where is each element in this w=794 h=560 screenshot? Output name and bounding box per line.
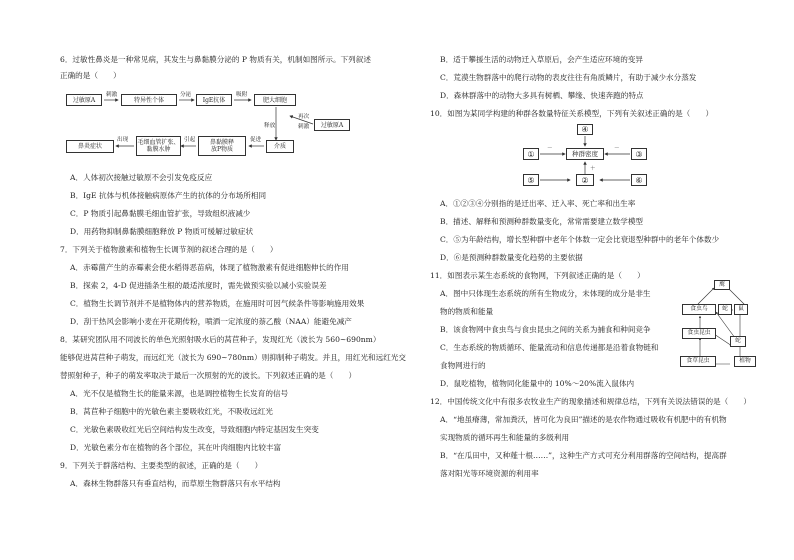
q10-option-b: B．描述、解释和预测种群数量变化，常常需要建立数学模型 xyxy=(440,217,644,226)
q8-option-b: B．莴苣种子细胞中的光敏色素主要吸收红光，不吸收远红光 xyxy=(70,407,274,416)
label-again: 再次 xyxy=(298,114,310,120)
q10-stem: 10．如图为某同学构建的种群各数量特征关系模型，下列有关叙述正确的是（ ） xyxy=(430,109,714,118)
capillary-line2: 黏膜水肿 xyxy=(146,146,171,153)
q8-stem-line2: 能够促进莴苣种子萌发，而远红光（波长为 690~780nm）则抑制种子萌发。并且，用红光和远红光交 xyxy=(60,353,407,362)
q6-option-b: B．IgE 抗体与机体接触病原体产生的抗体的分布场所相同 xyxy=(70,191,267,200)
q8-stem-line1: 8．某研究团队用不同波长的单色光照射吸水后的莴苣种子，发现红光（波长为 560~690nm） xyxy=(60,335,381,344)
node-1: ① xyxy=(523,148,539,160)
box-mucosa-release-p xyxy=(198,136,246,156)
node-eagle: 鹰 xyxy=(714,280,730,290)
q10-option-c: C．⑤为年龄结构，增长型种群中老年个体数一定会比衰退型种群中的老年个体数少 xyxy=(440,235,720,244)
q8-option-a: A．光不仅是植物生长的能量来源，也是调控植物生长发育的信号 xyxy=(70,389,289,398)
box-mediator: 介质 xyxy=(266,140,294,153)
q7-stem: 7．下列关于植物激素和植物生长调节剂的叙述合理的是（ ） xyxy=(60,245,278,254)
q11-option-a-line1: A．图中只体现生态系统的所有生物成分，未体现的成分是非生 xyxy=(440,289,651,298)
node-6: ⑥ xyxy=(631,174,647,186)
node-2: ② xyxy=(576,174,594,186)
q9-option-b: B．适于攀援生活的动物迁入草原后，会产生适应环境的变异 xyxy=(440,55,644,64)
node-4: ④ xyxy=(577,124,593,135)
q10-option-d: D．⑥是预测种群数量变化趋势的主要依据 xyxy=(440,253,583,262)
box-rhinitis-symptoms: 鼻炎症状 xyxy=(66,140,114,153)
box-mast-cell: 肥大细胞 xyxy=(254,94,296,106)
q8-stem-line3: 替照射种子，种子的萌发率取决于最后一次照射的光的波长。下列叙述正确的是（ ） xyxy=(60,371,357,380)
q9-option-a: A．森林生物群落只有垂直结构，而草原生物群落只有水平结构 xyxy=(70,479,281,488)
q8-option-c: C．光敏色素吸收红光后空间结构发生改变，导致细胞内特定基因发生突变 xyxy=(70,425,319,434)
label-appear: 出现 xyxy=(117,137,129,143)
box-specific-individual: 特异性个体 xyxy=(121,94,177,106)
box-capillary-dilation xyxy=(136,136,181,156)
q7-option-d: D．刮干热风会影响小麦在开花期传粉，喷洒一定浓度的萘乙酸（NAA）能避免减产 xyxy=(70,317,352,326)
q9-option-c: C．荒漠生物群落中的爬行动物的表皮往往有角质鳞片，有助于减少水分蒸发 xyxy=(440,73,697,82)
label-promote: 促进 xyxy=(250,137,262,143)
q6-option-a: A．人体初次接触过敏原不会引发免疫反应 xyxy=(70,173,213,182)
capillary-line1: 毛细血管扩张、 xyxy=(137,139,180,146)
q11-food-web xyxy=(678,280,766,370)
q12-option-a-line1: A．“地虽瘠薄，常加粪沃，皆可化为良田”描述的是农作物通过吸收有机肥中的有机物 xyxy=(440,415,727,424)
node-plant: 植物 xyxy=(734,356,756,367)
minus-sign-left: － xyxy=(547,146,553,152)
mucosa-line2: 放P物质 xyxy=(210,146,234,153)
q12-stem: 12．中国传统文化中有很多农牧业生产的现象描述和规律总结，下列有关说法错误的是（ ） xyxy=(430,397,752,406)
label-cause: 引起 xyxy=(184,137,196,143)
node-5: ⑤ xyxy=(523,174,539,186)
q11-option-c-line1: C．生态系统的物质循环、能量流动和信息传递都是沿着食物链和 xyxy=(440,343,659,352)
plus-sign: ＋ xyxy=(590,166,596,172)
q12-option-b-line2: 落对阳光等环境资源的利用率 xyxy=(440,469,539,478)
q10-option-a: A．①②③④分别指的是迁出率、迁入率、死亡率和出生率 xyxy=(440,199,636,208)
q11-option-a-line2: 物的物质和能量 xyxy=(440,307,494,316)
box-ige-antibody: IgE抗体 xyxy=(196,94,232,106)
label-stimulate-2: 刺激 xyxy=(298,124,310,130)
q6-option-d: D．用药物抑制鼻黏膜细胞释放 P 物质可缓解过敏症状 xyxy=(70,227,254,236)
label-secrete: 分泌 xyxy=(180,92,192,98)
q6-stem-line1: 6．过敏性鼻炎是一种常见病，其发生与鼻黏膜分泌的 P 物质有关，机制如图所示。下列叙述 xyxy=(60,55,371,64)
node-insect-bird: 食虫鸟 xyxy=(682,304,716,315)
q9-option-d: D．森林群落中的动物大多具有树栖、攀缘、快速奔跑的特点 xyxy=(440,91,644,100)
q12-option-a-line2: 实现物质的循环再生和能量的多级利用 xyxy=(440,433,570,442)
node-3: ③ xyxy=(631,148,647,160)
label-adsorb: 吸附 xyxy=(236,92,248,98)
q7-option-b: B．探索 2，4-D 促进插条生根的最适浓度时，需先做预实验以减小实验误差 xyxy=(70,281,327,290)
box-allergen-a: 过敏原A xyxy=(66,94,102,106)
q6-mechanism-diagram xyxy=(66,92,366,162)
node-snake-top: 蛇 xyxy=(718,304,732,315)
q11-stem: 11．如图表示某生态系统的食物网，下列叙述正确的是（ ） xyxy=(430,271,645,280)
minus-sign-right: － xyxy=(614,146,620,152)
q11-option-d: D．鼠吃植物，植物同化能量中的 10%～20%流入鼠体内 xyxy=(440,379,635,388)
node-insect-eating-insect: 食虫昆虫 xyxy=(682,328,716,339)
mucosa-line1: 鼻黏膜释 xyxy=(209,139,234,146)
q6-option-c: C．P 物质引起鼻黏膜毛细血管扩张，导致组织液减少 xyxy=(70,209,251,218)
q6-stem-line2: 正确的是（ ） xyxy=(60,71,121,80)
q11-option-c-line2: 食物网进行的 xyxy=(440,361,486,370)
label-stimulate: 刺激 xyxy=(106,92,118,98)
node-population-density: 种群密度 xyxy=(566,148,604,160)
q11-option-b: B．该食物网中食虫鸟与食虫昆虫之间的关系为捕食和种间竞争 xyxy=(440,325,651,334)
node-herbivorous-insect: 食草昆虫 xyxy=(680,356,716,367)
q12-option-b-line1: B．“在瓜田中，又种薤十根……”，这种生产方式可充分利用群落的空间结构，提高群 xyxy=(440,451,727,460)
node-mouse: 鼠 xyxy=(734,304,748,315)
box-allergen-a-again: 过敏原A xyxy=(314,119,350,131)
node-snake: 蛇 xyxy=(730,336,746,347)
label-release: 释放 xyxy=(264,123,276,129)
q7-option-c: C．植物生长调节剂并不是植物体内的营养物质，在施用时可因气候条件等影响施用效果 xyxy=(70,299,365,308)
q7-option-a: A．赤霉菌产生的赤霉素会使水稻得恶苗病，体现了植物激素有促进细胞伸长的作用 xyxy=(70,263,349,272)
q8-option-d: D．光敏色素分布在植物的各个部位，其在叶肉细胞内比较丰富 xyxy=(70,443,282,452)
q9-stem: 9．下列关于群落结构、主要类型的叙述，正确的是（ ） xyxy=(60,461,263,470)
q10-population-diagram xyxy=(520,124,650,190)
